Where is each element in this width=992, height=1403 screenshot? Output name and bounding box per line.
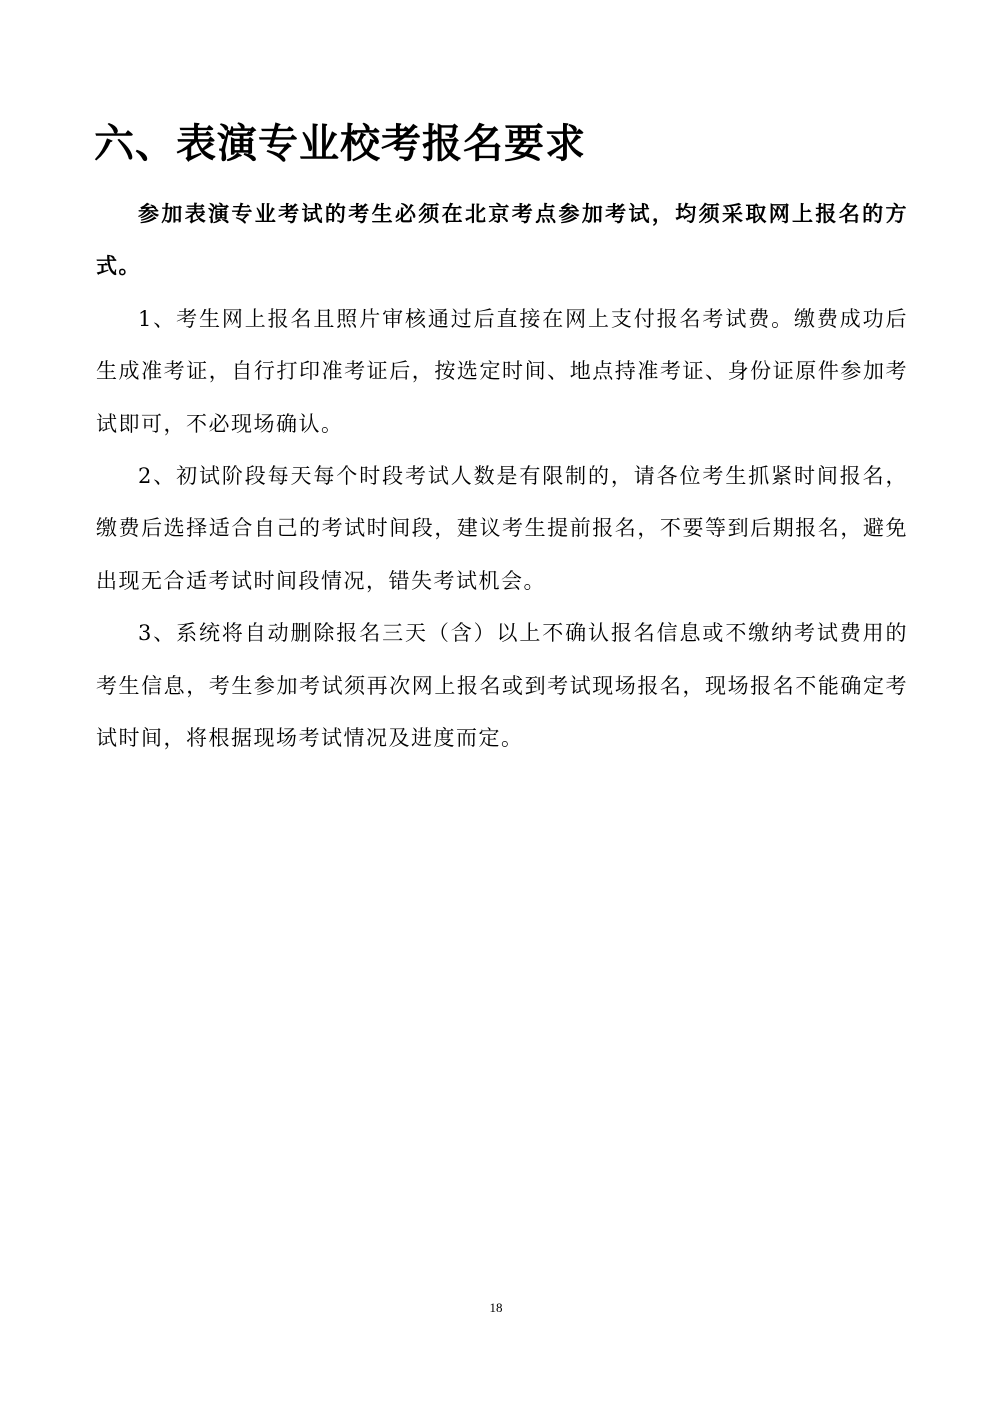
requirement-item-2: 2、初试阶段每天每个时段考试人数是有限制的，请各位考生抓紧时间报名，缴费后选择适合自己的考试时间段，建议考生提前报名，不要等到后期报名，避免出现无合适考试时间段情况，错失考试机会。 [96,464,908,593]
page-number: 18 [489,1300,503,1315]
section-heading: 六、表演专业校考报名要求 [94,121,586,167]
section-body [96,188,908,764]
intro-paragraph: 参加表演专业考试的考生必须在北京考点参加考试，均须采取网上报名的方式。 [96,201,908,279]
requirement-item-3: 3、系统将自动删除报名三天（含）以上不确认报名信息或不缴纳考试费用的考生信息，考生参加考试须再次网上报名或到考试现场报名，现场报名不能确定考试时间，将根据现场考试情况及进度而定。 [96,621,908,751]
requirement-item-1: 1、考生网上报名且照片审核通过后直接在网上支付报名考试费。缴费成功后生成准考证，自行打印准考证后，按选定时间、地点持准考证、身份证原件参加考试即可，不必现场确认。 [96,306,908,436]
